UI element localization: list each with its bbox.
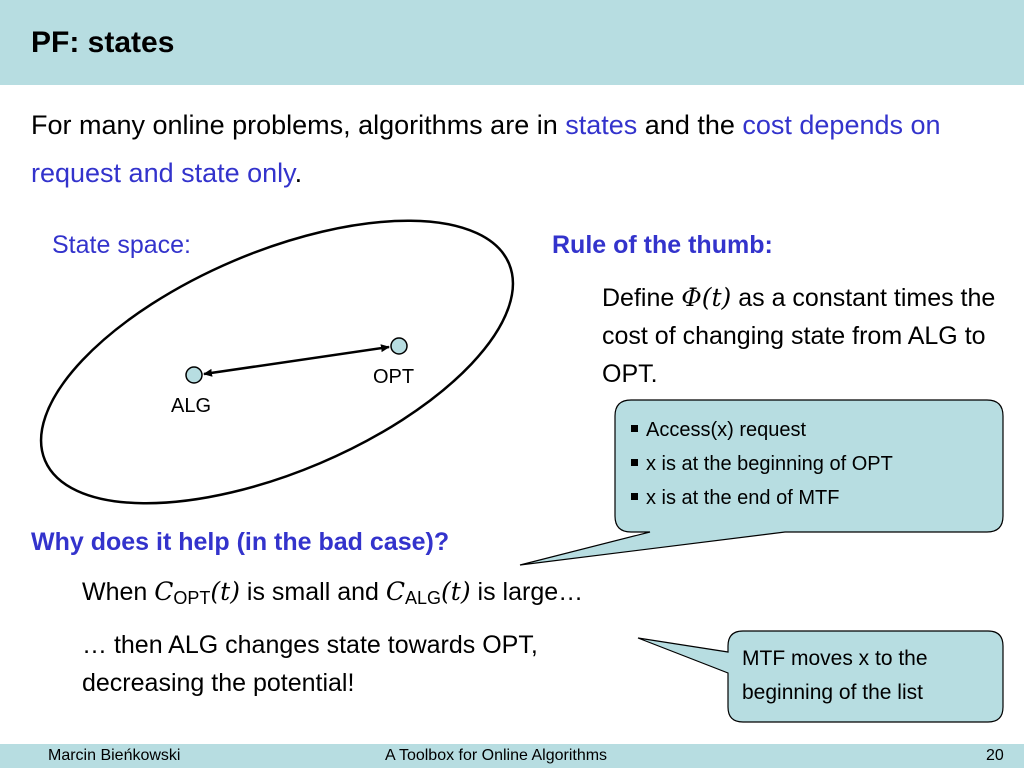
why-heading: Why does it help (in the bad case)? xyxy=(31,528,450,556)
intro-part2: and the xyxy=(637,110,743,140)
c-opt-formula: $C_{OPT}(t)$ xyxy=(154,577,240,608)
list-item: x is at the beginning of OPT xyxy=(631,447,893,481)
state-space-label: State space: xyxy=(52,231,191,259)
alg-node xyxy=(186,367,202,383)
intro-part1: For many online problems, algorithms are in xyxy=(31,110,566,140)
access-callout-list xyxy=(631,413,893,515)
footer-course: A Toolbox for Online Algorithms xyxy=(385,747,608,764)
slide-title: PF: states xyxy=(31,26,175,59)
opt-label: OPT xyxy=(373,366,415,388)
footer xyxy=(0,744,1024,768)
rule-define: Define xyxy=(602,284,682,312)
alg-opt-arrow xyxy=(204,347,389,374)
phi-formula: Φ(t) xyxy=(681,283,732,312)
intro-cost: cost depends on request and state only xyxy=(31,110,941,188)
intro-end: . xyxy=(294,158,303,188)
rule-title: Rule of the thumb: xyxy=(552,231,773,259)
intro-states: states xyxy=(565,110,638,140)
footer-page-number: 20 xyxy=(986,747,1004,764)
rule-rest: as a constant times the cost of changing state from ALG to OPT. xyxy=(602,284,996,388)
square-bullet-icon xyxy=(631,425,638,432)
mtf-callout-text: MTF moves x to the beginning of the list xyxy=(742,647,928,704)
footer-author: Marcin Bieńkowski xyxy=(48,747,181,764)
rule-text xyxy=(602,279,1002,393)
list-item: Access(x) request xyxy=(631,413,893,447)
alg-label: ALG xyxy=(171,395,212,417)
state-space-ellipse xyxy=(2,162,552,561)
then-line: … then ALG changes state towards OPT, decreasing the potential! xyxy=(82,631,538,697)
square-bullet-icon xyxy=(631,493,638,500)
when-line: When $C_{OPT}(t)$ is small and $C_{ALG}(t)$ is large… xyxy=(82,577,584,608)
c-alg-formula: $C_{ALG}(t)$ xyxy=(385,577,471,608)
square-bullet-icon xyxy=(631,459,638,466)
list-item: x is at the end of MTF xyxy=(631,481,893,515)
opt-node xyxy=(391,338,407,354)
